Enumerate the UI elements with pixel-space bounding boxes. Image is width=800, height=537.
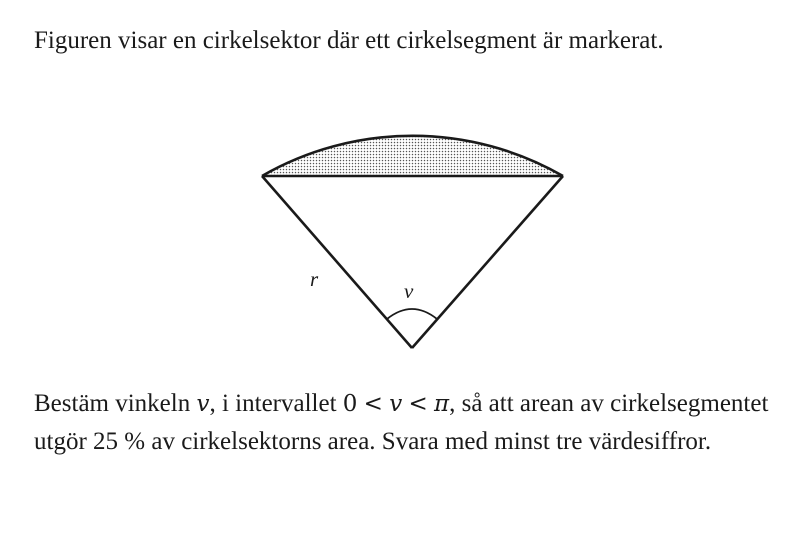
question-part-2: , i intervallet (209, 390, 337, 417)
angle-variable: v (196, 391, 210, 417)
sector-radius-left (262, 176, 412, 348)
question-part-1: Bestäm vinkeln (34, 390, 191, 417)
angle-arc (387, 309, 437, 319)
radius-label: r (310, 267, 319, 291)
interval-variable: v (389, 391, 403, 417)
sector-radius-right (412, 176, 563, 348)
interval-lower: 0 (342, 391, 358, 417)
interval-lt-2: < (408, 391, 428, 417)
question-text (34, 385, 794, 460)
intro-text: Figuren visar en cirkelsektor där ett cirkelsegment är markerat. (34, 27, 664, 54)
question-part-3: , så att arean av cirkelsegmentet utgör 25 % av cirkelsektorns area. Svara med minst tre värdesiffror. (34, 390, 769, 455)
angle-label: v (404, 279, 414, 303)
interval-lt-1: < (363, 391, 383, 417)
interval-upper: π (433, 391, 450, 417)
